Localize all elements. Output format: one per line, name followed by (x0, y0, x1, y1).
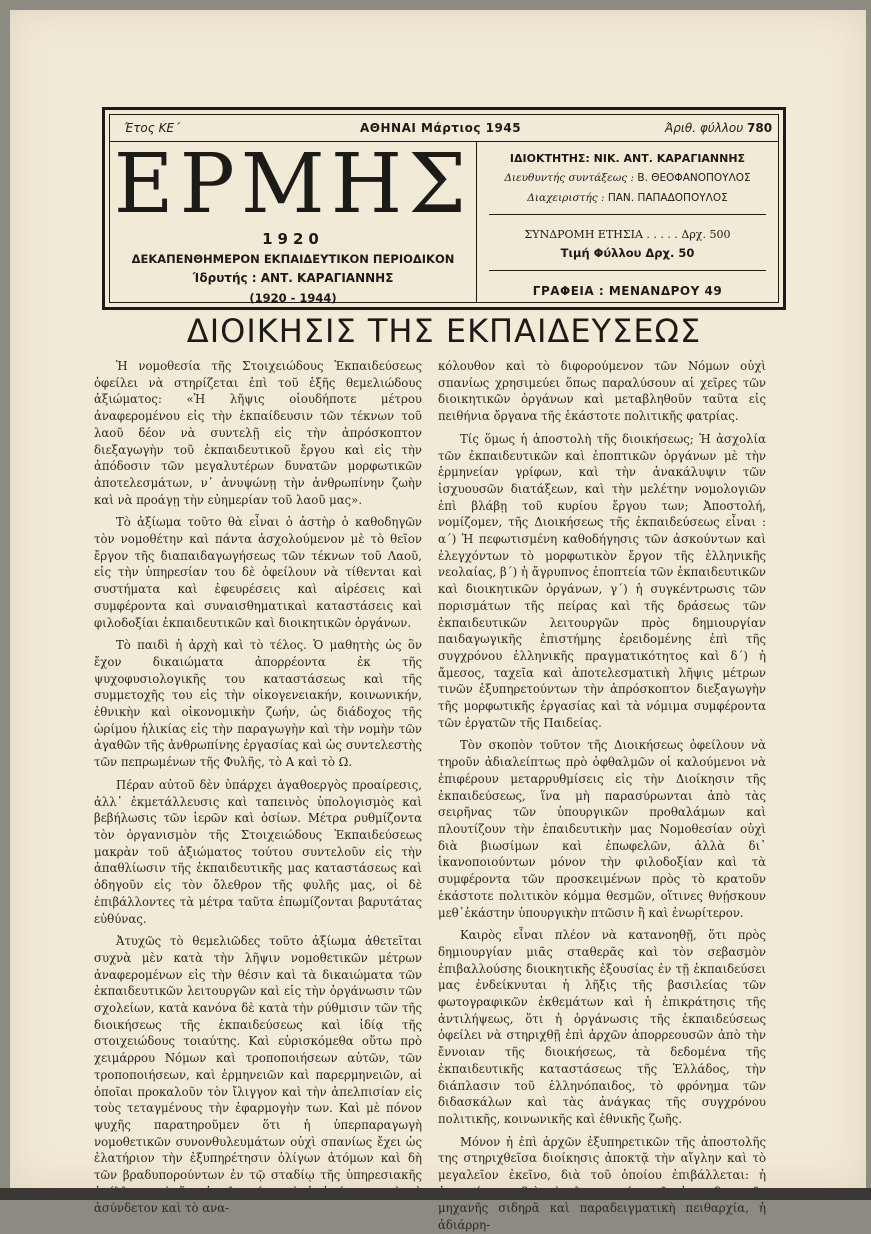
newspaper-title: ΕΡΜΗΣ (113, 137, 473, 232)
administrator (477, 192, 778, 204)
article-paragraph: Πέραν αὐτοῦ δὲν ὑπάρχει ἀγαθοεργὸς προαίρεσις, ἀλλ᾽ ἐκμετάλλευσις καὶ ταπεινὸς ὑπολογισμὸς καὶ βεβήλωσις τῶν ἱερῶν καὶ ὁσίων. Μέτρα ρυθμίζοντα τὸν ὀργανισμὸν τῆς Στοιχειώδους Ἐκπαιδεύσεως μακρὰν τοῦ ἀξιώματος τούτου συντελοῦν εἰς τὴν ἀπαθλίωσιν τῆς ἐκπαιδευτικῆς μας καταστάσεως καὶ ὁδηγοῦν εἰς τὸν ὄλεθρον τῆς φυλῆς μας, οἱ δὲ ἐπιβάλλοντες τὰ μέτρα ταῦτα ἐπωμίζονται βαρυτάτας εὐθύνας. (94, 777, 422, 926)
founded-year: 1920 (262, 230, 324, 248)
issue-number (665, 121, 772, 135)
article-column-right (438, 358, 766, 1233)
founder: Ίδρυτής : ΑΝΤ. ΚΑΡΑΓΙΑΝΝΗΣ (192, 271, 394, 285)
article-paragraph: Τίς ὅμως ἡ ἀποστολὴ τῆς διοικήσεως; Ἡ ἀσχολία τῶν ἐκπαιδευτικῶν καὶ ἐποπτικῶν ὀργάνων μὲ τὴν ἑρμηνείαν γρίφων, καὶ τὴν ἀνακάλυψιν τῶν ἰσχυουσῶν διατάξεων, καὶ τὴν μελέτην νομολογιῶν ἐπὶ βλάβῃ τοῦ κυρίου ἔργου των; Ἀποστολή, νομίζομεν, τῆς Διοικήσεως τῆς ἐκπαιδεύσεως εἶναι : α΄) Ἡ πεφωτισμένη καθοδήγησις τῶν ἀσκούντων καὶ ἐλεγχόντων τὸ μορφωτικὸν ἔργον τῆς ἑλληνικῆς νεολαίας, β΄) ἡ ἄγρυπνος ἐποπτεία τῶν ἐκπαιδευτικῶν καὶ διοικητικῶν ὀργάνων, γ΄) ἡ συγκέντρωσις τῶν πορισμάτων τῆς πείρας καὶ τῆς δράσεως τῶν ἐκπαιδευτικῶν λειτουργῶν πρὸς δημιουργίαν παιδαγωγικῆς ἐπιστήμης ἐρειδομένης ἐπὶ τῆς συγχρόνου ἑλληνικῆς πραγματικότητος καὶ δ΄) ἡ ἄμεσος, ταχεῖα καὶ ἀποτελεσματικὴ λῆψις μέτρων τινῶν ἐξυπηρετούντων τὴν ἀπρόσκοπτον διεξαγωγὴν τῆς μορφωτικῆς ἐργασίας καὶ τὰ νόμιμα συμφέροντα τῶν ἐργατῶν τῆς Παιδείας. (438, 431, 766, 730)
newspaper-subtitle: ΔΕΚΑΠΕΝΘΗΜΕΡΟΝ ΕΚΠΑΙΔΕΥΤΙΚΟΝ ΠΕΡΙΟΔΙΚΟΝ (131, 252, 455, 266)
subscription-price: ΣΥΝΔΡΟΜΗ ΕΤΗΣΙΑ . . . . . Δρχ. 500 (524, 228, 731, 241)
masthead-frame (109, 114, 779, 303)
editor (477, 172, 778, 184)
place-date: ΑΘΗΝΑΙ Μάρτιος 1945 (360, 121, 522, 135)
article-paragraph: Τὸ παιδὶ ἡ ἀρχὴ καὶ τὸ τέλος. Ὁ μαθητὴς ὡς ὃν ἔχον δικαιώματα ἀπορρέοντα ἐκ τῆς ψυχοφυσιολογικῆς του καταστάσεως καὶ τῆς συμμετοχῆς του εἰς τὴν οἰκογενειακήν, κοινωνικήν, ἐθνικὴν καὶ οἰκονομικὴν ζωήν, ὡς διάδοχος τῆς ὡρίμου ἡλικίας εἰς τὴν παραγωγὴν καὶ τὴν νομὴν τῶν ἀγαθῶν τῆς ἀνθρωπίνης ἐργασίας καὶ ὡς συντελεστὴς τῶν πεπρωμένων τῆς Φυλῆς, τὸ Α καὶ τὸ Ω. (94, 638, 422, 770)
admin-name: ΠΑΝ. ΠΑΠΑΔΟΠΟΥΛΟΣ (607, 192, 728, 204)
publication-year: Έτος ΚΕ΄ (124, 121, 181, 135)
article-paragraph: Ἀτυχῶς τὸ θεμελιῶδες τοῦτο ἀξίωμα ἀθετεῖται συχνὰ μὲν κατὰ τὴν λῆψιν νομοθετικῶν μέτρων ἀναφερομένων εἰς τὴν θέσιν καὶ τὰ δικαιώματα τῶν ἐκπαιδευτικῶν λειτουργῶν καὶ εἰς τὴν ὀργάνωσιν τῶν σχολείων, κατὰ κανόνα δὲ κατὰ τὴν ρύθμισιν τῶν τῆς διοικήσεως τῆς ἐκπαιδεύσεως καὶ ἰδίᾳ τῆς στοιχειώδους τοιαύτης. Καὶ εὑρισκόμεθα οὕτω πρὸ χειμάρρου Νόμων καὶ τροποποιήσεων αὐτῶν, τῶν τροποποιήσεων, καὶ ἑρμηνειῶν καὶ παρερμηνειῶν, αἱ ὁποῖαι προκαλοῦν τὸν ἴλιγγον καὶ τὴν ἀπελπισίαν εἰς τοὺς τεταγμένους τὴν ἐφαρμογὴν των. Καὶ μὲ πόνον ψυχῆς παρατηροῦμεν ὅτι ἡ ὑπερπαραγωγὴ νομοθετικῶν συνονθυλευμάτων οὐχὶ σπανίως ἔχει ὡς ἐλατήριον τὴν ἐξυπηρέτησιν ὀλίγων ἀτόμων καὶ δὴ τῶν βραδυπορούντων ἐν τῷ σταδίῳ τῆς ὑπηρεσιακῆς ἀσύνδετον καὶ τὸ ανα- (94, 934, 422, 1216)
article-paragraph: Τὸν σκοπὸν τοῦτον τῆς Διοικήσεως ὀφείλουν νὰ τηροῦν ἀδιαλείπτως πρὸ ὀφθαλμῶν οἱ καλούμενοι νὰ ἐπιφέρουν μεταρρυθμίσεις εἰς τὴν Διοίκησιν τῆς ἐκπαιδεύσεως, ἵνα μὴ παρασύρωνται ἀπὸ τὰς σειρῆνας τῶν ὑπουργικῶν προθαλάμων καὶ πλουτίζουν τὴν ἐπαιδευτικὴν μας Νομοθεσίαν οὐχὶ διὰ βιωσίμων καὶ ἐπωφελῶν, ἀλλὰ δι᾽ ἱκανοποιούντων μόνον τὴν φιλοδοξίαν καὶ τὰ συμφέροντα τῶν προσκειμένων πρὸς τὸ κρατοῦν ἑκάστοτε πολιτικὸν κόμμα θεσμῶν, οἵτινες θνῄσκουν μεθ᾽ἑκάστην ὑπουργικὴν πτῶσιν ἢ καὶ ἐνωρίτερον. (438, 738, 766, 920)
scan-edge (0, 1188, 871, 1200)
article-paragraph: Καιρὸς εἶναι πλέον νὰ κατανοηθῇ, ὅτι πρὸς δημιουργίαν μιᾶς σταθερᾶς καὶ τὸν σεβασμὸν ἐπιβαλλούσης διοικητικῆς ἐξουσίας ἐν τῇ ἐκπαιδεύσει μας ἐνδείκνυται ἡ λῆξις τῆς βασιλείας τῶν φωτογραφικῶν ἐκθεμάτων καὶ ἡ ἐπικράτησις τῆς ἀντιλήψεως, ὅτι ἡ ὀργάνωσις τῆς ἐκπαιδεύσεως ὀφείλει νὰ στηριχθῇ ἐπὶ ἀρχῶν ἀπορρεουσῶν ἀπὸ τὴν ἔννοιαν τῆς διοικήσεως, τὰ δεδομένα τῆς ἐκπαιδευτικῆς καταστάσεως τῆς Ἑλλάδος, τὴν διάπλασιν τοῦ ἑλληνόπαιδος, τὸ φρόνημα τῶν διδασκάλων καὶ τὰς ἀνάγκας τῆς συγχρόνου πολιτικῆς, κοινωνικῆς καὶ ἐθνικῆς ζωῆς. (438, 928, 766, 1126)
masthead-title-block (110, 137, 477, 305)
editor-label: Διευθυντής συντάξεως : (504, 172, 635, 184)
masthead-info-block (477, 142, 778, 302)
offices-address: ΓΡΑΦΕΙΑ : ΜΕΝΑΝΔΡΟΥ 49 (532, 284, 723, 298)
admin-label: Διαχειριστής : (527, 192, 605, 204)
article-paragraph: Μόνον ἡ ἐπὶ ἀρχῶν ἐξυπηρετικῶν τῆς ἀποστολῆς της στηριχθεῖσα διοίκησις ἀποκτᾷ τὴν αἴγλην καὶ τὸ μεγαλεῖον ἐκεῖνο, διὰ τοῦ ὁποίου ἐπιβάλλεται: ἡ μηχανῆς σιδηρᾶ καὶ παραδειγματικὴ πειθαρχία, ἡ ἀδιάρρη- (438, 1134, 766, 1233)
sheet-price: Τιμή Φύλλου Δρχ. 50 (560, 246, 695, 260)
issue-label: Άριθ. φύλλου (665, 121, 744, 135)
owner: ΙΔΙΟΚΤΗΤΗΣ: ΝΙΚ. ΑΝΤ. ΚΑΡΑΓΙΑΝΝΗΣ (509, 152, 746, 165)
editor-name: Β. ΘΕΟΦΑΝΟΠΟΥΛΟΣ (637, 172, 751, 184)
issue-value: 780 (747, 121, 773, 135)
article-paragraph: Τὸ ἀξίωμα τοῦτο θὰ εἶναι ὁ ἀστὴρ ὁ καθοδηγῶν τὸν νομοθέτην καὶ πάντα ἀσχολούμενον μὲ τὸ θεῖον ἔργον τῆς διαπαιδαγωγήσεως τῶν τέκνων τοῦ Λαοῦ, εἰς τὴν ὑπηρεσίαν του δὲ ὀφείλουν νὰ τίθενται καὶ συστήματα καὶ ἐφευρέσεις καὶ αἱρέσεις καὶ συμφέροντα καὶ συναισθηματικαὶ καταστάσεις καὶ φιλοδοξίαι ἐκπαιδευτικῶν καὶ διοικητικῶν ὀργάνων. (94, 515, 422, 630)
founder-years: (1920 - 1944) (249, 291, 337, 305)
article-headline: ΔΙΟΙΚΗΣΙΣ ΤΗΣ ΕΚΠΑΙΔΕΥΣΕΩΣ (186, 312, 702, 350)
article-paragraph: Ἡ νομοθεσία τῆς Στοιχειώδους Ἐκπαιδεύσεως ὀφείλει νὰ στηρίζεται ἐπὶ τοῦ ἑξῆς θεμελιώδους ἀξιώματος: «Ἡ λῆψις οἱουδήποτε μέτρου ἀναφερομένου εἰς τὴν ἐκπαίδευσιν τῶν τέκνων τοῦ λαοῦ δέον νὰ συντελῇ εἰς τὴν ἀπρόσκοπτον διεξαγωγὴν τοῦ ἐκπαιδευτικοῦ ἔργου καὶ εἰς τὴν ἀπόδοσιν τῶν μεγαλυτέρων δυνατῶν μορφωτικῶν ἀποτελεσμάτων, ν᾽ ἀνυψώνῃ τὴν ἀνθρωπίνην ζωὴν καὶ νὰ προάγῃ τὴν εὐημερίαν τοῦ λαοῦ μας». (94, 359, 422, 507)
divider (489, 270, 766, 271)
divider (489, 214, 766, 215)
article-column-left (94, 358, 422, 1216)
article-paragraph: κόλουθον καὶ τὸ διφορούμενον τῶν Νόμων οὐχὶ σπανίως χρησιμεύει ὅπως παραλύσουν αἱ χεῖρες τῶν διοικητικῶν ὀργάνων καὶ μεταβληθοῦν ταῦτα εἰς πειθήνια ὄργανα τῆς ἑκάστοτε πολιτικῆς φατρίας. (438, 359, 766, 424)
masthead (102, 107, 786, 310)
newspaper-page (10, 10, 866, 1233)
